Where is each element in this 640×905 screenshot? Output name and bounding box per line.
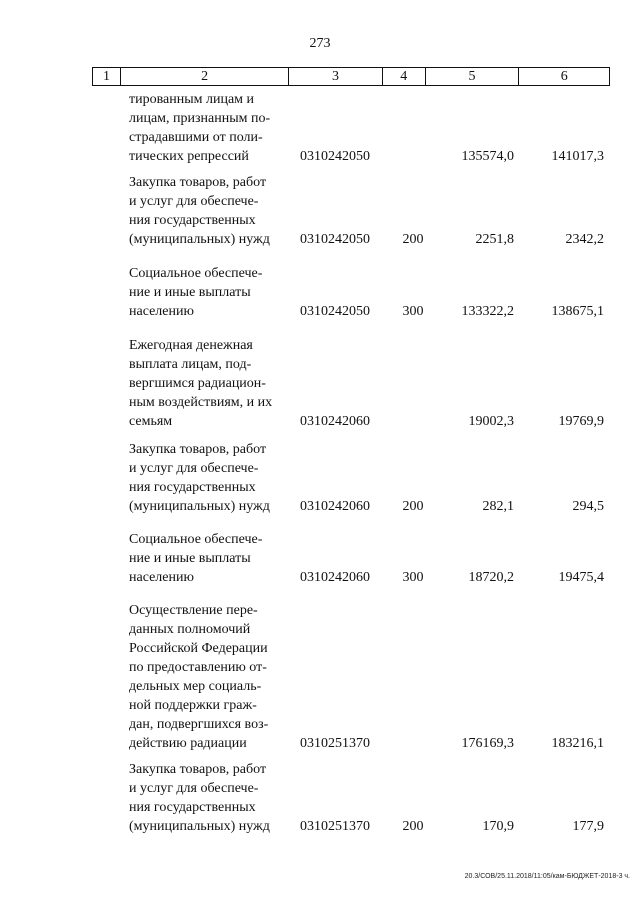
row-description: Социальное обеспече- ние и иные выплаты населению	[129, 266, 263, 319]
row-value-year-1: 282,1	[482, 499, 514, 514]
header-col-6: 6	[560, 69, 568, 84]
row-value-year-2: 19769,9	[558, 414, 604, 429]
row-value-year-2: 138675,1	[551, 304, 604, 319]
row-value-year-2: 294,5	[572, 499, 604, 514]
row-expense-type: 300	[402, 570, 424, 585]
table-header	[92, 67, 610, 86]
header-col-1: 1	[93, 68, 121, 85]
row-value-year-1: 170,9	[482, 819, 514, 834]
row-description: Закупка товаров, работ и услуг для обеспече- ния государственных (муниципальных) нужд	[129, 442, 270, 514]
document-footer-code: 20.3/СОВ/25.11.2018/11:05/кам-БЮДЖЕТ-2018-3 ч.	[464, 873, 630, 880]
row-expense-type: 200	[402, 499, 424, 514]
row-code: 0310242060	[300, 414, 370, 429]
row-description: Социальное обеспече- ние и иные выплаты населению	[129, 532, 263, 585]
row-value-year-1: 2251,8	[475, 232, 514, 247]
row-value-year-2: 2342,2	[565, 232, 604, 247]
row-description: Закупка товаров, работ и услуг для обеспече- ния государственных (муниципальных) нужд	[129, 762, 270, 834]
row-value-year-1: 135574,0	[461, 149, 514, 164]
row-description: тированным лицам и лицам, признанным по- страдавшими от поли- тических репрессий	[129, 92, 271, 164]
row-expense-type: 200	[402, 232, 424, 247]
row-value-year-1: 19002,3	[468, 414, 514, 429]
row-description: Ежегодная денежная выплата лицам, под- вергшимся радиацион- ным воздействиям, и их семьям	[129, 338, 273, 429]
row-value-year-1: 133322,2	[461, 304, 514, 319]
row-code: 0310242050	[300, 232, 370, 247]
row-code: 0310251370	[300, 819, 370, 834]
row-value-year-2: 183216,1	[551, 736, 604, 751]
row-expense-type: 300	[402, 304, 424, 319]
row-description: Осуществление пере- данных полномочий Российской Федерации по предоставлению от- дельных мер социаль- ной поддержки граж- дан, подвергшихся воз- действию радиации	[129, 603, 269, 751]
page-number: 273	[309, 36, 331, 51]
row-description: Закупка товаров, работ и услуг для обеспече- ния государственных (муниципальных) нужд	[129, 175, 270, 247]
row-value-year-1: 176169,3	[461, 736, 514, 751]
row-code: 0310251370	[300, 736, 370, 751]
header-col-2: 2	[121, 68, 289, 85]
row-code: 0310242050	[300, 149, 370, 164]
row-value-year-2: 19475,4	[558, 570, 604, 585]
row-code: 0310242060	[300, 570, 370, 585]
row-code: 0310242060	[300, 499, 370, 514]
row-value-year-2: 141017,3	[551, 149, 604, 164]
header-col-3: 3	[289, 68, 383, 85]
row-value-year-1: 18720,2	[468, 570, 514, 585]
row-code: 0310242050	[300, 304, 370, 319]
row-expense-type: 200	[402, 819, 424, 834]
header-col-4: 4	[383, 68, 426, 85]
row-value-year-2: 177,9	[572, 819, 604, 834]
header-col-5: 5	[426, 68, 520, 85]
